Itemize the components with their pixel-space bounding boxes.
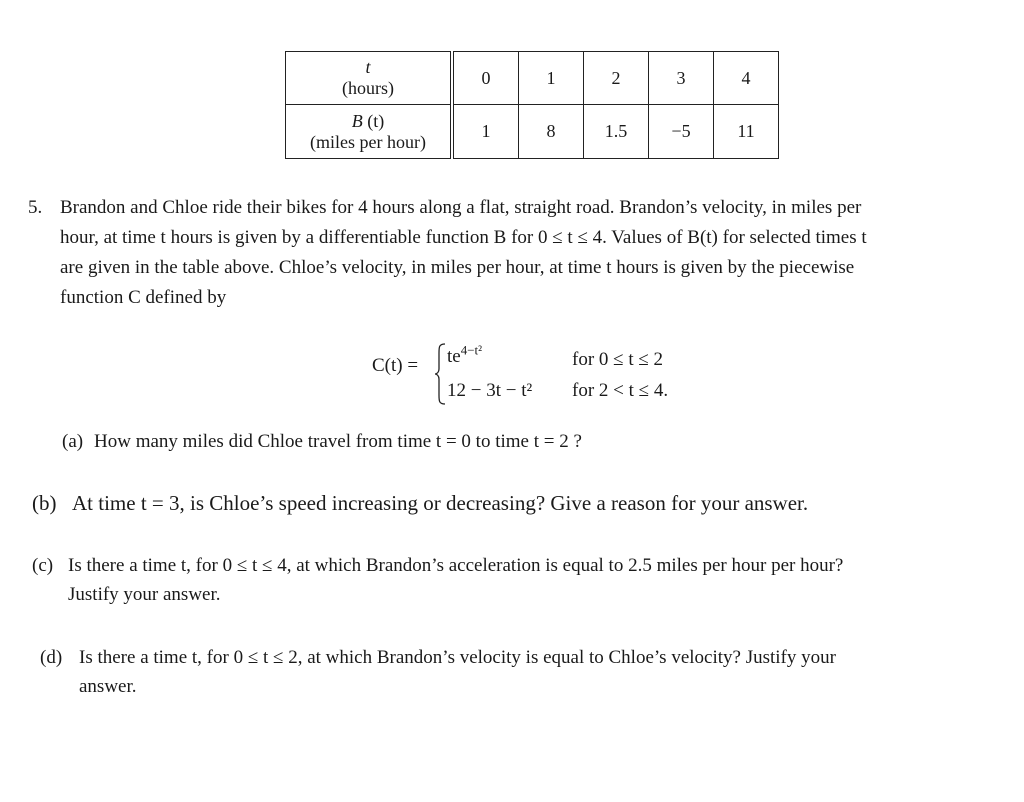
problem-number: 5. xyxy=(28,197,43,218)
problem-line: are given in the table above. Chloe’s velocity, in miles per hour, at time t hours is given by the piecewise xyxy=(60,257,855,278)
left-brace-icon xyxy=(434,343,446,405)
part-c-label: (c) xyxy=(32,555,54,576)
table-row-time xyxy=(286,52,779,105)
case1-expression xyxy=(447,342,483,368)
table-cell: 11 xyxy=(714,105,779,159)
table-cell: 4 xyxy=(714,52,779,105)
problem-line: hour, at time t hours is given by a differentiable function B for 0 ≤ t ≤ 4. Values of B(t) for selected times t xyxy=(60,227,867,248)
values-table xyxy=(285,51,779,159)
part-c-text: Justify your answer. xyxy=(68,584,221,605)
table-cell: −5 xyxy=(649,105,714,159)
part-d-label: (d) xyxy=(40,647,63,668)
piecewise-lhs: C(t) = xyxy=(372,355,419,376)
table-row-velocity xyxy=(286,105,779,159)
table-cell: 1.5 xyxy=(584,105,649,159)
case2-expression: 12 − 3t − t² xyxy=(447,380,533,401)
part-c-text: Is there a time t, for 0 ≤ t ≤ 4, at which Brandon’s acceleration is equal to 2.5 miles per hour per hour? xyxy=(68,555,844,576)
table-cell: 8 xyxy=(519,105,584,159)
table-cell: 1 xyxy=(452,105,519,159)
row-header-var: t xyxy=(365,57,371,77)
problem-line: function C defined by xyxy=(60,287,227,308)
problem-line: Brandon and Chloe ride their bikes for 4 hours along a flat, straight road. Brandon’s velocity, in miles per xyxy=(60,197,862,218)
table-cell: 2 xyxy=(584,52,649,105)
part-b-label: (b) xyxy=(32,491,57,515)
part-b-text: At time t = 3, is Chloe’s speed increasing or decreasing? Give a reason for your answer. xyxy=(72,491,809,515)
row-header-velocity xyxy=(286,105,453,159)
case2-domain: for 2 < t ≤ 4. xyxy=(572,380,669,401)
row-header-unit: (hours) xyxy=(342,78,394,98)
case1-exponent: 4−t² xyxy=(460,342,483,358)
case1-domain: for 0 ≤ t ≤ 2 xyxy=(572,349,664,370)
part-a-label: (a) xyxy=(62,431,84,452)
piecewise-function xyxy=(372,338,712,408)
row-header-unit: (miles per hour) xyxy=(310,131,426,152)
part-d-text: answer. xyxy=(79,676,137,697)
case1-base: te xyxy=(447,346,461,367)
table-cell: 3 xyxy=(649,52,714,105)
row-header-var: B xyxy=(351,110,363,131)
table-cell: 0 xyxy=(452,52,519,105)
row-header-arg: (t) xyxy=(367,110,385,131)
part-a-text: How many miles did Chloe travel from time t = 0 to time t = 2 ? xyxy=(94,431,582,452)
table-cell: 1 xyxy=(519,52,584,105)
part-d-text: Is there a time t, for 0 ≤ t ≤ 2, at which Brandon’s velocity is equal to Chloe’s velocity? Justify your xyxy=(79,647,836,668)
row-header-time xyxy=(286,52,453,105)
